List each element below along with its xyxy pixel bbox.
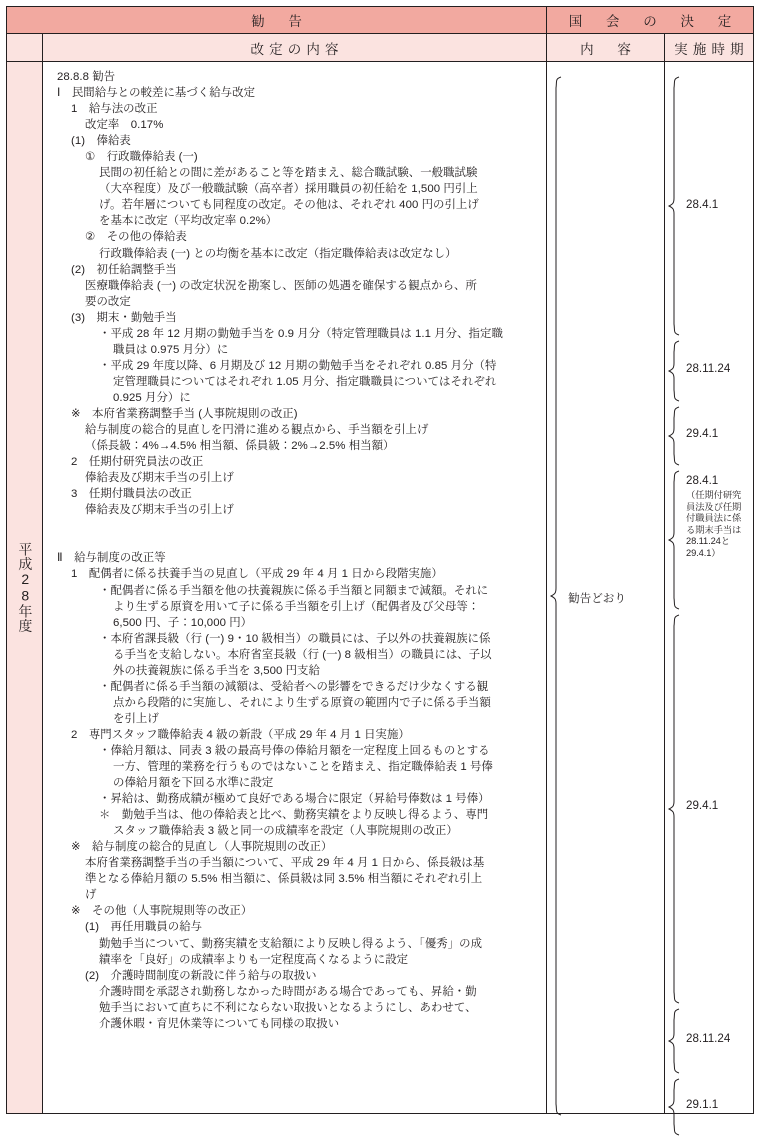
naiyo-cell	[547, 62, 665, 1113]
content-line: 介護時間を承認され勤務しなかった時間がある場合であっても、昇給・勤	[99, 985, 477, 998]
content-line: ・配偶者に係る手当額の減額は、受給者への影響をできるだけ少なくする観	[99, 680, 489, 693]
content-line: 改定率 0.17%	[85, 119, 164, 132]
kaitei-content-cell	[43, 62, 547, 1113]
content-line: 勉手当において直ちに不利にならない取扱いとなるようにし、あわせて、	[99, 1001, 477, 1014]
content-line: 一方、管理的業務を行うものではないことを踏まえ、指定職俸給表 1 号俸	[113, 761, 493, 774]
jisshi-brace	[668, 1008, 682, 1074]
jisshi-brace	[668, 470, 682, 610]
content-line: ※ 本府省業務調整手当 (人事院規則の改正)	[71, 407, 298, 420]
kankoku-kokkai-table	[6, 6, 754, 1114]
content-line: る手当を支給しない。本府省室長級（行 (一) 8 級相当）の職員には、子以	[113, 648, 492, 661]
content-line: ① 行政職俸給表 (一)	[85, 151, 198, 164]
content-line: 績率を「良好」の成績率よりも一定程度高くなるように設定	[99, 953, 409, 966]
content-line: （係長級：4%→4.5% 相当額、係員級：2%→2.5% 相当額）	[85, 440, 395, 453]
table-header-row-top	[7, 7, 753, 34]
header-kankoku: 勧 告	[7, 7, 547, 34]
content-line: を基本に改定（平均改定率 0.2%）	[99, 215, 278, 228]
content-line: 2 専門スタッフ職俸給表 4 級の新設（平成 29 年 4 月 1 日実施）	[71, 728, 410, 741]
content-line: 医療職俸給表 (一) の改定状況を勘案し、医師の処遇を確保する観点から、所	[85, 279, 477, 292]
content-line: 0.925 月分）に	[113, 391, 191, 404]
jisshi-label: 28.11.24	[686, 362, 731, 375]
content-line: ＊ 勤勉手当は、他の俸給表と比べ、勤務実績をより反映し得るよう、専門	[99, 809, 489, 822]
content-line: 俸給表及び期末手当の引上げ	[85, 504, 234, 517]
content-line: 俸給表及び期末手当の引上げ	[85, 472, 234, 485]
content-line: 要の改定	[85, 295, 131, 308]
content-blank-line	[49, 534, 538, 550]
content-line: 準となる俸給月額の 5.5% 相当額に、係員級は同 3.5% 相当額にそれぞれ引上	[85, 873, 483, 886]
content-line: の俸給月額を下回る水準に設定	[113, 777, 274, 790]
content-line: げ	[85, 889, 97, 902]
content-line: 1 給与法の改正	[71, 103, 158, 116]
content-line: ※ 給与制度の総合的見直し（人事院規則の改正）	[71, 841, 333, 854]
content-line: ・本府省課長級（行 (一) 9・10 級相当）の職員には、子以外の扶養親族に係	[99, 632, 491, 645]
year-label: 平成28年度	[17, 541, 34, 634]
naiyo-brace	[550, 76, 564, 1116]
header-kaitei-no-naiyo: 改定の内容	[43, 34, 547, 62]
content-line: 外の扶養親族に係る手当を 3,500 円支給	[113, 664, 320, 677]
content-line: 行政職俸給表 (一) との均衡を基本に改定（指定職俸給表は改定なし）	[99, 247, 457, 260]
content-line: 2 任期付研究員法の改正	[71, 456, 204, 469]
content-line: ・平成 29 年度以降、6 月期及び 12 月期の勤勉手当をそれぞれ 0.85 月分（特	[99, 359, 497, 372]
jisshi-label: 29.1.1	[686, 1098, 719, 1111]
header-naiyo: 内 容	[547, 34, 665, 62]
header-year-column	[7, 34, 43, 62]
jisshi-brace	[668, 1078, 682, 1136]
content-line: 職員は 0.975 月分）に	[113, 343, 229, 356]
naiyo-label: 勧告どおり	[568, 592, 626, 605]
content-line: (1) 俸給表	[71, 135, 131, 148]
jisshi-label: 28.4.1	[686, 474, 719, 487]
content-line: (2) 初任給調整手当	[71, 263, 177, 276]
content-line: 1 配偶者に係る扶養手当の見直し（平成 29 年 4 月 1 日から段階実施）	[71, 568, 443, 581]
content-line: ・平成 28 年 12 月期の勤勉手当を 0.9 月分（特定管理職員は 1.1 月分、指定職	[99, 327, 503, 340]
jisshi-label: 28.11.24	[686, 1032, 731, 1045]
content-line: (2) 介護時間制度の新設に伴う給与の取扱い	[85, 969, 317, 982]
content-line: 定管理職員についてはそれぞれ 1.05 月分、指定職職員についてはそれぞれ	[113, 375, 497, 388]
jisshi-brace	[668, 76, 682, 336]
content-line: Ⅰ 民間給与との較差に基づく給与改定	[57, 87, 256, 100]
content-line: 民間の初任給との間に差があること等を踏まえ、総合職試験、一般職試験	[99, 167, 478, 180]
content-line: 6,500 円、子：10,000 円）	[113, 616, 253, 629]
jisshi-brace	[668, 406, 682, 466]
content-line: 給与制度の総合的見直しを円滑に進める観点から、手当額を引上げ	[85, 424, 429, 437]
jisshi-label: 29.4.1	[686, 799, 719, 812]
content-line: (3) 期末・勤勉手当	[71, 311, 177, 324]
jisshi-brace	[668, 340, 682, 402]
content-line: より生ずる原資を用いて子に係る手当額を引上げ（配偶者及び父母等：	[113, 600, 480, 613]
jisshi-jiki-cell	[665, 62, 753, 1113]
content-line: (1) 再任用職員の給与	[85, 921, 203, 934]
content-line: を引上げ	[113, 712, 159, 725]
year-label-cell	[7, 62, 43, 1113]
table-header-row-sub	[7, 34, 753, 62]
content-line: ・俸給月額は、同表 3 級の最高号俸の俸給月額を一定程度上回るものとする	[99, 744, 490, 757]
header-jisshi-jiki: 実施時期	[665, 34, 753, 62]
table-body-row	[7, 62, 753, 1113]
content-line: 28.8.8 勧告	[57, 71, 116, 83]
content-line: 本府省業務調整手当の手当額について、平成 29 年 4 月 1 日から、係長級は基	[85, 857, 485, 870]
header-kokkai-kettei: 国 会 の 決 定	[547, 7, 753, 34]
content-line: ・配偶者に係る手当額を他の扶養親族に係る手当額と同額まで減額。それに	[99, 584, 489, 597]
content-line: スタッフ職俸給表 3 級と同一の成績率を設定（人事院規則の改正）	[113, 825, 458, 838]
jisshi-label: （任期付研究員法及び任期付職員法に係る期末手当は28.11.24と29.4.1）	[686, 490, 742, 558]
content-blank-line	[49, 518, 538, 534]
content-line: ② その他の俸給表	[85, 231, 187, 244]
content-line: 勤勉手当について、勤務実績を支給額により反映し得るよう、「優秀」の成	[99, 937, 483, 950]
jisshi-label: 29.4.1	[686, 427, 719, 440]
content-line: ・昇給は、勤務成績が極めて良好である場合に限定（昇給号俸数は 1 号俸）	[99, 793, 490, 806]
content-line: 3 任期付職員法の改正	[71, 488, 192, 501]
jisshi-label: 28.4.1	[686, 198, 719, 211]
content-line: Ⅱ 給与制度の改正等	[57, 552, 166, 565]
content-line: ※ その他（人事院規則等の改正）	[71, 905, 253, 918]
jisshi-brace	[668, 614, 682, 1004]
content-line: 介護休暇・育児休業等についても同様の取扱い	[99, 1017, 340, 1030]
content-line: げ。若年層についても同程度の改定。その他は、それぞれ 400 円の引上げ	[99, 199, 479, 212]
content-line: （大卒程度）及び一般職試験（高卒者）採用職員の初任給を 1,500 円引上	[99, 183, 478, 196]
content-line: 点から段階的に実施し、それにより生ずる原資の範囲内で子に係る手当額	[113, 696, 491, 709]
